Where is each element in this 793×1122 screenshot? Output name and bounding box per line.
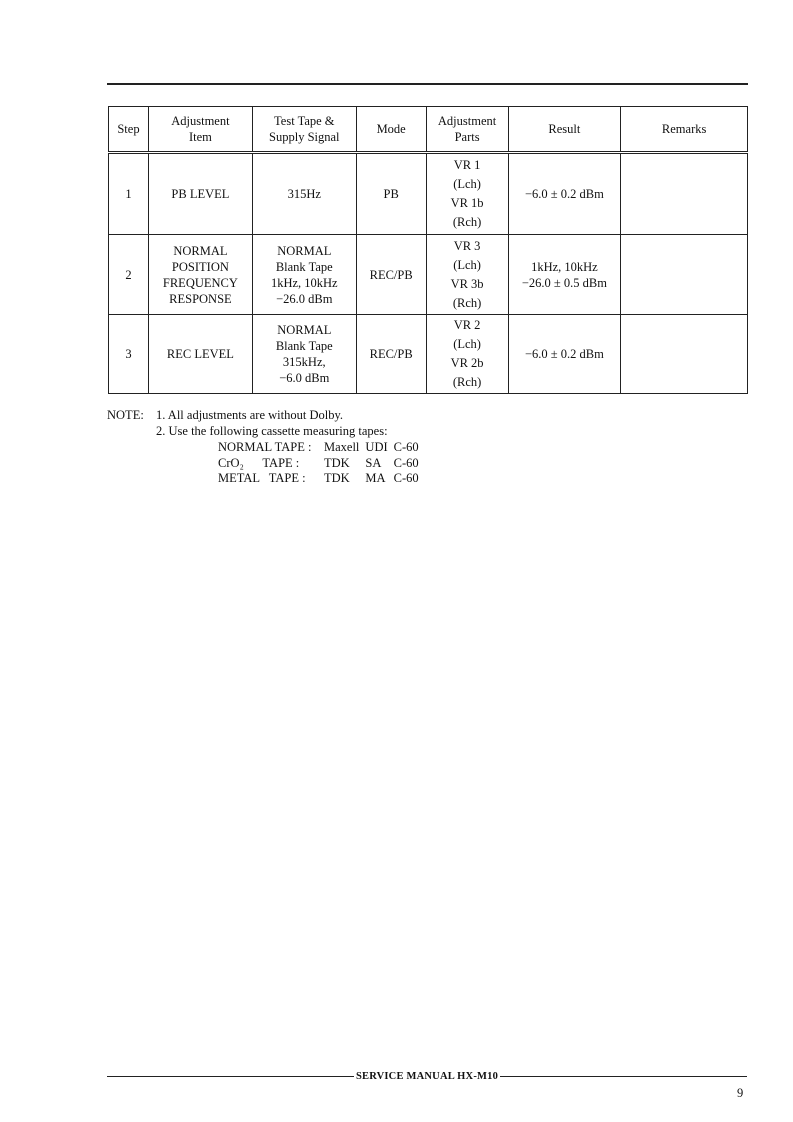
header-adjustment-parts: Adjustment Parts [426, 107, 508, 153]
note-line-1 [107, 408, 344, 424]
tape-model: UDI [365, 440, 388, 454]
table-row [109, 315, 748, 394]
footer-rule-right [500, 1076, 747, 1077]
tape-brand: TDK [324, 455, 350, 470]
footer-title: SERVICE MANUAL HX-M10 [355, 1070, 499, 1082]
note-item: 1. All adjustments are without Dolby. [156, 408, 344, 422]
header-adjustment-item: Adjustment Item [148, 107, 252, 153]
note-label: NOTE: [107, 408, 144, 422]
cell-result: 1kHz, 10kHz −26.0 ± 0.5 dBm [508, 235, 621, 315]
tape-type: NORMAL TAPE : [218, 440, 312, 454]
tape-length: C-60 [393, 440, 419, 454]
cell-mode: REC/PB [356, 235, 426, 315]
cell-parts: VR 1 (Lch) VR 1b (Rch) [426, 153, 508, 235]
header-test-tape: Test Tape & Supply Signal [252, 107, 356, 153]
cell-remarks [621, 235, 748, 315]
header-remarks: Remarks [621, 107, 748, 153]
cell-remarks [621, 315, 748, 394]
cell-parts: VR 2 (Lch) VR 2b (Rch) [426, 315, 508, 394]
page-number: 9 [737, 1086, 744, 1100]
footer-rule-left [107, 1076, 354, 1077]
header-step: Step [109, 107, 149, 153]
note-line-2 [107, 423, 388, 440]
cell-parts: VR 3 (Lch) VR 3b (Rch) [426, 235, 508, 315]
tape-model: MA [365, 471, 386, 485]
cell-result: −6.0 ± 0.2 dBm [508, 153, 621, 235]
cell-tape: 315Hz [252, 153, 356, 235]
tape-type: CrO₂ TAPE : [218, 455, 300, 470]
note-item: 2. Use the following cassette measuring tapes: [156, 423, 388, 438]
top-rule [107, 83, 748, 85]
tape-length: C-60 [393, 455, 419, 470]
adjustment-table [108, 106, 748, 394]
table-header-row [109, 107, 748, 153]
header-mode: Mode [356, 107, 426, 153]
tape-row-metal [218, 471, 425, 487]
table-row [109, 235, 748, 315]
cell-remarks [621, 153, 748, 235]
cell-tape: NORMAL Blank Tape 315kHz, −6.0 dBm [252, 315, 356, 394]
tape-brand: Maxell [324, 440, 360, 454]
cell-step: 1 [109, 153, 149, 235]
tape-row-cro2 [218, 456, 425, 472]
cell-tape: NORMAL Blank Tape 1kHz, 10kHz −26.0 dBm [252, 235, 356, 315]
tape-length: C-60 [393, 471, 419, 485]
cell-item: NORMAL POSITION FREQUENCY RESPONSE [148, 235, 252, 315]
cell-result: −6.0 ± 0.2 dBm [508, 315, 621, 394]
cell-step: 3 [109, 315, 149, 394]
header-result: Result [508, 107, 621, 153]
tape-brand: TDK [324, 471, 350, 485]
cell-mode: REC/PB [356, 315, 426, 394]
table-row [109, 153, 748, 235]
tape-row-normal [218, 440, 425, 456]
footer [107, 1068, 747, 1084]
cell-item: PB LEVEL [148, 153, 252, 235]
cell-step: 2 [109, 235, 149, 315]
tape-list [218, 440, 425, 487]
notes-block [107, 408, 388, 439]
tape-type: METAL TAPE : [218, 471, 306, 485]
cell-item: REC LEVEL [148, 315, 252, 394]
cell-mode: PB [356, 153, 426, 235]
tape-model: SA [365, 455, 382, 470]
